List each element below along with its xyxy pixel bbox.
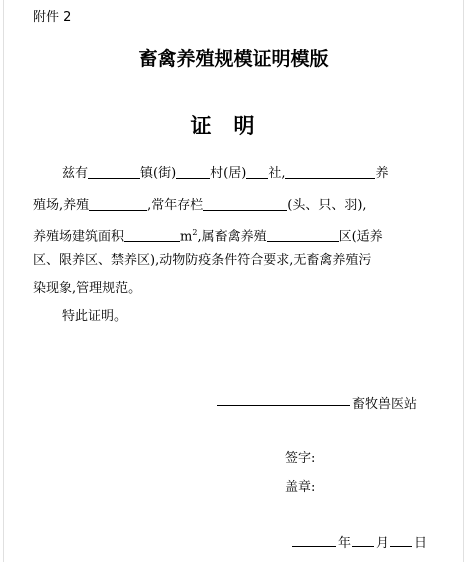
year-label: 年: [338, 536, 352, 551]
body-line-4: 区、限养区、禁养区),动物防疫条件符合要求,无畜禽养殖污: [33, 253, 372, 268]
zone-blank: [267, 227, 339, 242]
text-unit-sup: 2: [192, 228, 198, 237]
text-area: 养殖场建筑面积: [33, 229, 125, 245]
text-breeding: 殖场,养殖: [33, 198, 90, 213]
text-town: 镇(街): [140, 166, 177, 181]
text-zone: 区(适养: [338, 229, 383, 245]
area-blank: [124, 227, 180, 242]
sign-label: 签字:: [285, 451, 316, 466]
stock-count-blank: [203, 196, 287, 211]
day-blank: [390, 546, 412, 547]
day-label: 日: [414, 536, 428, 551]
document-title: 畜禽养殖规模证明模版: [138, 48, 329, 70]
text-village: 村(居): [210, 166, 247, 181]
text-community: 社,: [268, 166, 286, 181]
body-line-2: [33, 196, 367, 215]
body-line-5: 染现象,管理规范。: [33, 281, 142, 296]
text-stock: ,常年存栏: [147, 198, 204, 213]
text-units: (头、只、羽),: [287, 198, 367, 213]
page-border-left: [3, 0, 4, 562]
text-unit-m: m: [180, 229, 193, 245]
body-line-3: [33, 224, 383, 246]
text-yang: 养: [375, 166, 389, 181]
month-blank: [352, 546, 374, 547]
station-label: 畜牧兽医站: [352, 397, 418, 412]
town-blank: [88, 164, 140, 179]
village-blank: [176, 164, 210, 179]
farm-name-blank: [285, 164, 375, 179]
page-border-right: [463, 0, 464, 562]
document-subtitle: 证明: [190, 114, 277, 138]
species-blank: [89, 196, 147, 211]
community-blank: [246, 164, 268, 179]
body-line-6: 特此证明。: [62, 309, 128, 324]
station-name-line: [217, 405, 350, 406]
month-label: 月: [376, 536, 390, 551]
year-blank: [292, 546, 336, 547]
text-belongs: ,属畜禽养殖: [197, 229, 267, 245]
body-line-1: [62, 164, 388, 183]
seal-label: 盖章:: [285, 480, 316, 495]
text-zi-you: 兹有: [62, 166, 89, 181]
attachment-label: 附件 2: [33, 10, 72, 25]
